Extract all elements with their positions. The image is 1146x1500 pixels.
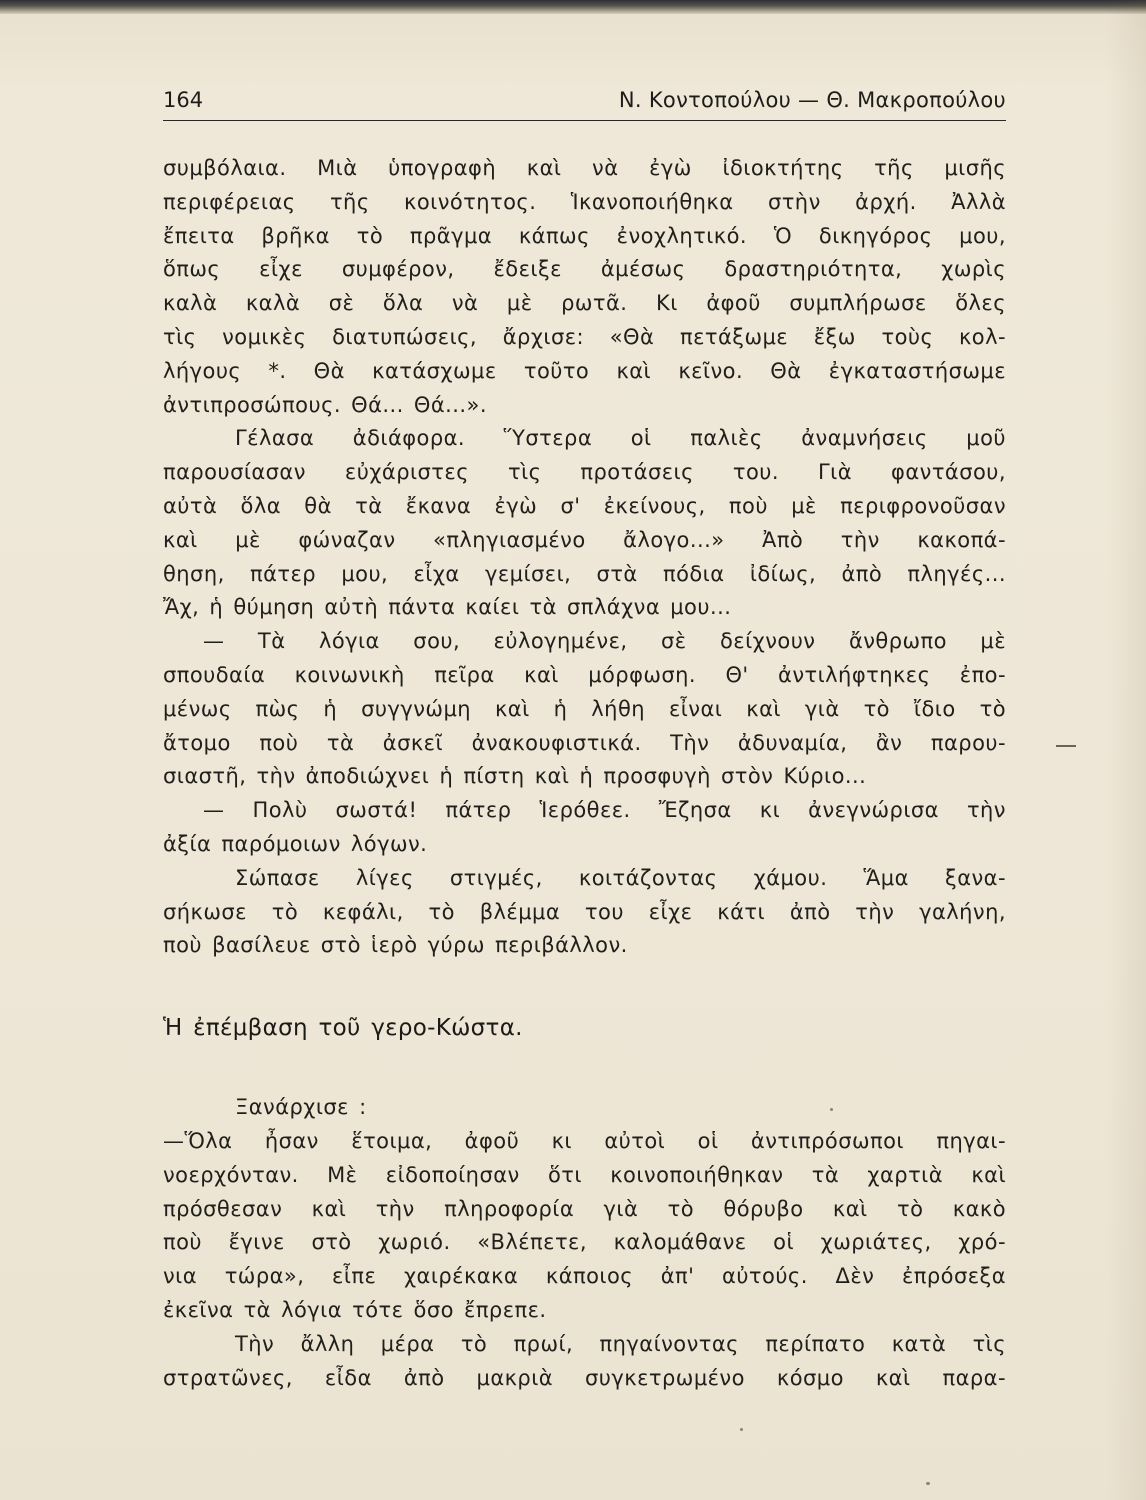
- text-line: αὐτὰ ὅλα θὰ τὰ ἔκανα ἐγὼ σ' ἐκείνους, ποὺ μὲ περιφρονοῦσαν: [163, 493, 1006, 518]
- text-line: ἐκεῖνα τὰ λόγια τότε ὅσο ἔπρεπε.: [163, 1297, 547, 1322]
- text-line: — Τὰ λόγια σου, εὐλογημένε, σὲ δείχνουν ἄνθρωπο μὲ: [203, 629, 1006, 654]
- text-line: ἄτομο ποὺ τὰ ἀσκεῖ ἀνακουφιστικά. Τὴν ἀδυναμία, ἂν παρου-: [163, 730, 1006, 755]
- text-line: στρατῶνες, εἶδα ἀπὸ μακριὰ συγκετρωμένο κόσμο καὶ παρα-: [163, 1365, 1006, 1390]
- text-line: σήκωσε τὸ κεφάλι, τὸ βλέμμα του εἶχε κάτι ἀπὸ τὴν γαλήνη,: [163, 899, 1006, 924]
- margin-mark: [1056, 745, 1076, 747]
- text-line: περιφέρειας τῆς κοινότητος. Ἱκανοποιήθηκα στὴν ἀρχή. Ἀλλὰ: [163, 189, 1006, 214]
- text-line: —Ὅλα ἦσαν ἕτοιμα, ἀφοῦ κι αὐτοὶ οἱ ἀντιπρόσωποι πηγαι-: [163, 1128, 1006, 1153]
- text-line: νια τώρα», εἶπε χαιρέκακα κάποιος ἀπ' αὐτούς. Δὲν ἐπρόσεξα: [163, 1264, 1006, 1289]
- body-text: [163, 152, 1006, 1395]
- section-heading: Ἡ ἐπέμβαση τοῦ γερο-Κώστα.: [163, 1015, 523, 1042]
- paper-speck: [926, 1482, 930, 1485]
- text-line: σιαστῆ, τὴν ἀποδιώχνει ἡ πίστη καὶ ἡ προσφυγὴ στὸν Κύριο...: [163, 764, 867, 789]
- text-line: μένως πὼς ἡ συγγνώμη καὶ ἡ λήθη εἶναι καὶ γιὰ τὸ ἴδιο τὸ: [163, 696, 1006, 721]
- text-line: παρουσίασαν εὐχάριστες τὶς προτάσεις του. Γιὰ φαντάσου,: [163, 460, 1006, 485]
- text-line: Τὴν ἄλλη μέρα τὸ πρωί, πηγαίνοντας περίπατο κατὰ τὶς: [235, 1331, 1006, 1356]
- page-shadow: [1106, 0, 1146, 1500]
- text-line: πρόσθεσαν καὶ τὴν πληροφορία γιὰ τὸ θόρυβο καὶ τὸ κακὸ: [163, 1196, 1006, 1221]
- text-line: ἀντιπροσώπους. Θά... Θά...».: [163, 392, 487, 417]
- text-line: Ξανάρχισε :: [235, 1095, 367, 1120]
- text-line: σπουδαία κοινωνικὴ πεῖρα καὶ μόρφωση. Θ' ἀντιλήφτηκες ἐπο-: [163, 662, 1006, 687]
- text-line: — Πολὺ σωστά! πάτερ Ἱερόθεε. Ἔζησα κι ἀνεγνώρισα τὴν: [203, 798, 1006, 823]
- text-line: συμβόλαια. Μιὰ ὑπογραφὴ καὶ νὰ ἐγὼ ἰδιοκτήτης τῆς μισῆς: [163, 156, 1006, 180]
- paper-speck: [740, 1428, 743, 1431]
- text-line: καλὰ καλὰ σὲ ὅλα νὰ μὲ ρωτᾶ. Κι ἀφοῦ συμπλήρωσε ὅλες: [163, 291, 1006, 316]
- text-line: θηση, πάτερ μου, εἶχα γεμίσει, στὰ πόδια ἰδίως, ἀπὸ πληγές...: [163, 561, 1006, 586]
- text-line: ἔπειτα βρῆκα τὸ πρᾶγμα κάπως ἐνοχλητικό. Ὁ δικηγόρος μου,: [163, 223, 1006, 248]
- scan-top-edge: [0, 0, 1146, 14]
- running-head: Ν. Κοντοπούλου — Θ. Μακροπούλου: [618, 88, 1006, 112]
- text-line: ποὺ βασίλευε στὸ ἱερὸ γύρω περιβάλλον.: [163, 933, 628, 958]
- text-line: ἀξία παρόμοιων λόγων.: [163, 831, 428, 856]
- text-line: Σώπασε λίγες στιγμές, κοιτάζοντας χάμου. Ἅμα ξανα-: [235, 865, 1006, 890]
- paper-speck: [830, 1108, 833, 1111]
- page-number: 164: [163, 88, 204, 112]
- text-line: ποὺ ἔγινε στὸ χωριό. «Βλέπετε, καλομάθανε οἱ χωριάτες, χρό-: [163, 1230, 1006, 1255]
- page-header: [163, 86, 1006, 121]
- text-line: λήγους *. Θὰ κατάσχωμε τοῦτο καὶ κεῖνο. Θὰ ἐγκαταστήσωμε: [163, 358, 1006, 383]
- text-line: καὶ μὲ φώναζαν «πληγιασμένο ἄλογο...» Ἀπὸ τὴν κακοπά-: [163, 527, 1006, 552]
- text-line: Ἄχ, ἡ θύμηση αὐτὴ πάντα καίει τὰ σπλάχνα μου...: [163, 595, 732, 620]
- text-line: ὅπως εἶχε συμφέρον, ἔδειξε ἀμέσως δραστηριότητα, χωρὶς: [163, 257, 1006, 282]
- text-line: τὶς νομικὲς διατυπώσεις, ἄρχισε: «Θὰ πετάξωμε ἔξω τοὺς κολ-: [163, 324, 1006, 349]
- text-line: νοερχόνταν. Μὲ εἰδοποίησαν ὅτι κοινοποιήθηκαν τὰ χαρτιὰ καὶ: [163, 1162, 1006, 1187]
- text-line: Γέλασα ἀδιάφορα. Ὕστερα οἱ παλιὲς ἀναμνήσεις μοῦ: [235, 426, 1006, 451]
